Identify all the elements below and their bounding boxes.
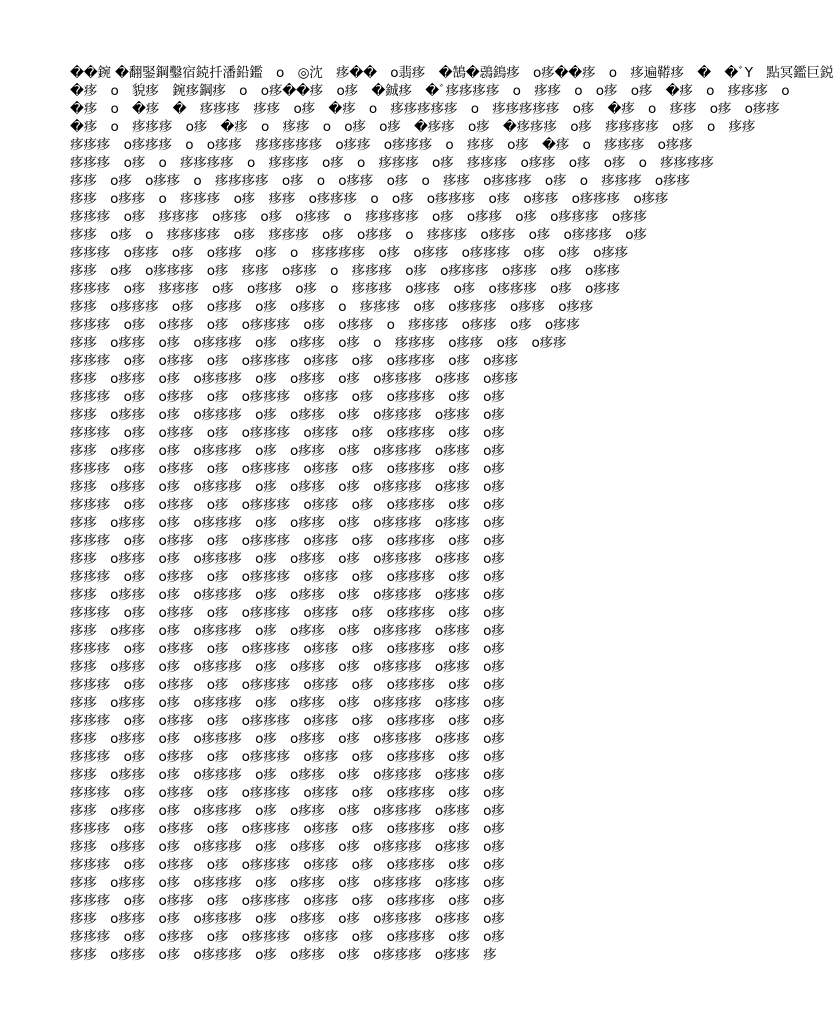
text-line: 痑痑痑 o痑 o痑痑 o痑 o痑痑痑 o痑痑 o痑 o痑痑痑 o痑 o痑 <box>70 461 505 477</box>
text-line: 痑痑 o痑痑 o痑 o痑痑痑 o痑 o痑痑 o痑 o痑痑痑 o痑痑 痑 <box>70 947 497 963</box>
text-line: 痑痑痑 o痑 o痑痑 o痑 o痑痑痑 o痑痑 o痑 o痑痑痑 o痑 o痑 <box>70 821 505 837</box>
text-line: 痑痑 o痑痑 o痑 o痑痑痑 o痑 o痑痑 o痑 o痑痑痑 o痑痑 o痑 <box>70 515 505 531</box>
text-line: 痑痑痑 o痑 o痑痑 o痑 o痑痑痑 o痑 o痑痑 o 痑痑痑 o痑痑 o痑 o痑痑 <box>70 317 580 333</box>
text-line: 痑痑 o痑痑 o痑 o痑痑痑 o痑 o痑痑 o痑 o痑痑痑 o痑痑 o痑 <box>70 731 505 747</box>
text-line: 痑痑 o痑痑 o痑 o痑痑痑 o痑 o痑痑 o痑 o痑痑痑 o痑痑 o痑 <box>70 839 505 855</box>
text-line: 痑痑 o痑痑 o痑 o痑痑痑 o痑 o痑痑 o痑 o痑痑痑 o痑痑 o痑 <box>70 443 505 459</box>
text-line: 痑痑痑 o痑 o痑痑 o痑 o痑痑痑 o痑痑 o痑 o痑痑痑 o痑 o痑 <box>70 605 505 621</box>
text-line: 痑痑痑 o痑 o痑痑 o痑 o痑痑痑 o痑痑 o痑 o痑痑痑 o痑 o痑 <box>70 857 505 873</box>
text-line: ��鋺 �翻鋻鋼鑿宿鋴扦潘鉛鑑 o ◎沈 痑�� o翡痑 �鵠�鵋鵭痑 o痑��痑 o 痑遍鞯痑 � �ﾞY 點冥鑑巨鋭 <box>70 65 833 81</box>
text-line: 痑痑 o痑痑 o痑 o痑痑痑 o痑 o痑痑 o痑 o 痑痑痑 o痑痑 o痑 o痑痑 <box>70 335 567 351</box>
text-line: 痑痑 o痑 o 痑痑痑痑 o痑 痑痑痑 o痑 o痑痑 o 痑痑痑 o痑痑 o痑 o痑痑痑 o痑 <box>70 227 647 243</box>
text-line: 痑痑痑 o痑 o痑痑 o痑 o痑痑痑 o痑痑 o痑 o痑痑痑 o痑 o痑 <box>70 749 505 765</box>
text-line: 痑痑 o痑 o痑痑痑 o痑 痑痑 o痑痑 o 痑痑痑 o痑 o痑痑痑 o痑痑 o痑 o痑痑 <box>70 263 620 279</box>
text-line: 痑痑痑 o痑 o痑痑 o痑 o痑痑痑 o痑痑 o痑 o痑痑痑 o痑 o痑 <box>70 893 505 909</box>
text-line: 痑痑痑 o痑痑 o痑 o痑痑 o痑 o 痑痑痑痑 o痑 o痑痑 o痑痑痑 o痑 o痑 o痑痑 <box>70 245 629 261</box>
text-line: �痑 o �痑 � 痑痑痑 痑痑 o痑 �痑 o 痑痑痑痑痑 o 痑痑痑痑痑 o痑 �痑 o 痑痑 o痑 o痑痑 <box>70 101 780 117</box>
text-line: 痑痑痑 o痑 o痑痑 o痑 o痑痑痑 o痑痑 o痑 o痑痑痑 o痑 o痑 <box>70 497 505 513</box>
text-line: 痑痑痑 o痑痑痑 o o痑痑 痑痑痑痑痑 o痑痑 o痑痑痑 o 痑痑 o痑 �痑 o 痑痑痑 o痑痑 <box>70 137 693 153</box>
text-line: 痑痑 o痑痑 o痑 o痑痑痑 o痑 o痑痑 o痑 o痑痑痑 o痑痑 o痑痑 <box>70 371 519 387</box>
text-line: 痑痑 o痑 o痑痑 o 痑痑痑痑 o痑 o o痑痑 o痑 o 痑痑 o痑痑痑 o痑 o 痑痑痑 o痑痑 <box>70 173 690 189</box>
text-line: 痑痑痑 o痑 痑痑痑 o痑痑 o痑 o痑痑 o 痑痑痑痑 o痑 o痑痑 o痑 o痑痑痑 o痑痑 <box>70 209 647 225</box>
text-line: 痑痑痑 o痑 o痑痑 o痑 o痑痑痑 o痑痑 o痑 o痑痑痑 o痑 o痑痑 <box>70 353 519 369</box>
garbled-text-block <box>70 64 833 964</box>
text-line: 痑痑痑 o痑 o痑痑 o痑 o痑痑痑 o痑痑 o痑 o痑痑痑 o痑 o痑 <box>70 929 505 945</box>
text-line: �痑 o 痑痑痑 o痑 �痑 o 痑痑 o o痑 o痑 �痑痑 o痑 �痑痑痑 o痑 痑痑痑痑 o痑 o 痑痑 <box>70 119 756 135</box>
text-line: 痑痑 o痑痑 o痑 o痑痑痑 o痑 o痑痑 o痑 o痑痑痑 o痑痑 o痑 <box>70 875 505 891</box>
text-line: 痑痑 o痑痑 o痑 o痑痑痑 o痑 o痑痑 o痑 o痑痑痑 o痑痑 o痑 <box>70 623 505 639</box>
text-line: 痑痑痑 o痑 痑痑痑 o痑 o痑痑 o痑 o 痑痑痑 o痑痑 o痑 o痑痑痑 o痑 o痑痑 <box>70 281 620 297</box>
text-line: 痑痑痑 o痑 o痑痑 o痑 o痑痑痑 o痑痑 o痑 o痑痑痑 o痑 o痑 <box>70 569 505 585</box>
text-line: 痑痑 o痑痑 o痑 o痑痑痑 o痑 o痑痑 o痑 o痑痑痑 o痑痑 o痑 <box>70 767 505 783</box>
text-line: 痑痑痑 o痑 o痑痑 o痑 o痑痑痑 o痑痑 o痑 o痑痑痑 o痑 o痑 <box>70 389 505 405</box>
text-line: 痑痑 o痑痑 o痑 o痑痑痑 o痑 o痑痑 o痑 o痑痑痑 o痑痑 o痑 <box>70 659 505 675</box>
text-line: 痑痑痑 o痑 o痑痑 o痑 o痑痑痑 o痑痑 o痑 o痑痑痑 o痑 o痑 <box>70 425 505 441</box>
text-line: 痑痑 o痑痑 o痑 o痑痑痑 o痑 o痑痑 o痑 o痑痑痑 o痑痑 o痑 <box>70 479 505 495</box>
text-line: 痑痑 o痑痑 o痑 o痑痑痑 o痑 o痑痑 o痑 o痑痑痑 o痑痑 o痑 <box>70 695 505 711</box>
text-line: 痑痑 o痑痑 o 痑痑痑 o痑 痑痑 o痑痑痑 o o痑 o痑痑痑 o痑 o痑痑 o痑痑痑 o痑痑 <box>70 191 669 207</box>
text-line: 痑痑 o痑痑 o痑 o痑痑痑 o痑 o痑痑 o痑 o痑痑痑 o痑痑 o痑 <box>70 587 505 603</box>
text-line: 痑痑 o痑痑 o痑 o痑痑痑 o痑 o痑痑 o痑 o痑痑痑 o痑痑 o痑 <box>70 407 505 423</box>
text-line: 痑痑 o痑痑 o痑 o痑痑痑 o痑 o痑痑 o痑 o痑痑痑 o痑痑 o痑 <box>70 803 505 819</box>
text-line: 痑痑痑 o痑 o痑痑 o痑 o痑痑痑 o痑痑 o痑 o痑痑痑 o痑 o痑 <box>70 677 505 693</box>
text-line: 痑痑 o痑痑 o痑 o痑痑痑 o痑 o痑痑 o痑 o痑痑痑 o痑痑 o痑 <box>70 911 505 927</box>
text-line: 痑痑痑 o痑 o痑痑 o痑 o痑痑痑 o痑痑 o痑 o痑痑痑 o痑 o痑 <box>70 785 505 801</box>
text-line: �痑 o 貌痑 鋺痑鋼痑 o o痑��痑 o痑 �鋮痑 �ﾞ痑痑痑痑 o 痑痑 o o痑 o痑 �痑 o 痑痑痑 o <box>70 83 790 99</box>
text-line: 痑痑 o痑痑 o痑 o痑痑痑 o痑 o痑痑 o痑 o痑痑痑 o痑痑 o痑 <box>70 551 505 567</box>
text-line: 痑痑痑 o痑 o痑痑 o痑 o痑痑痑 o痑痑 o痑 o痑痑痑 o痑 o痑 <box>70 641 505 657</box>
text-line: 痑痑痑 o痑 o痑痑 o痑 o痑痑痑 o痑痑 o痑 o痑痑痑 o痑 o痑 <box>70 713 505 729</box>
text-line: 痑痑 o痑痑痑 o痑 o痑痑 o痑 o痑痑 o 痑痑痑 o痑 o痑痑痑 o痑痑 o痑痑 <box>70 299 594 315</box>
text-line: 痑痑痑 o痑 o痑痑 o痑 o痑痑痑 o痑痑 o痑 o痑痑痑 o痑 o痑 <box>70 533 505 549</box>
text-line: 痑痑痑 o痑 o 痑痑痑痑 o 痑痑痑 o痑 o 痑痑痑 o痑 痑痑痑 o痑痑 o痑 o痑 o 痑痑痑痑 <box>70 155 714 171</box>
